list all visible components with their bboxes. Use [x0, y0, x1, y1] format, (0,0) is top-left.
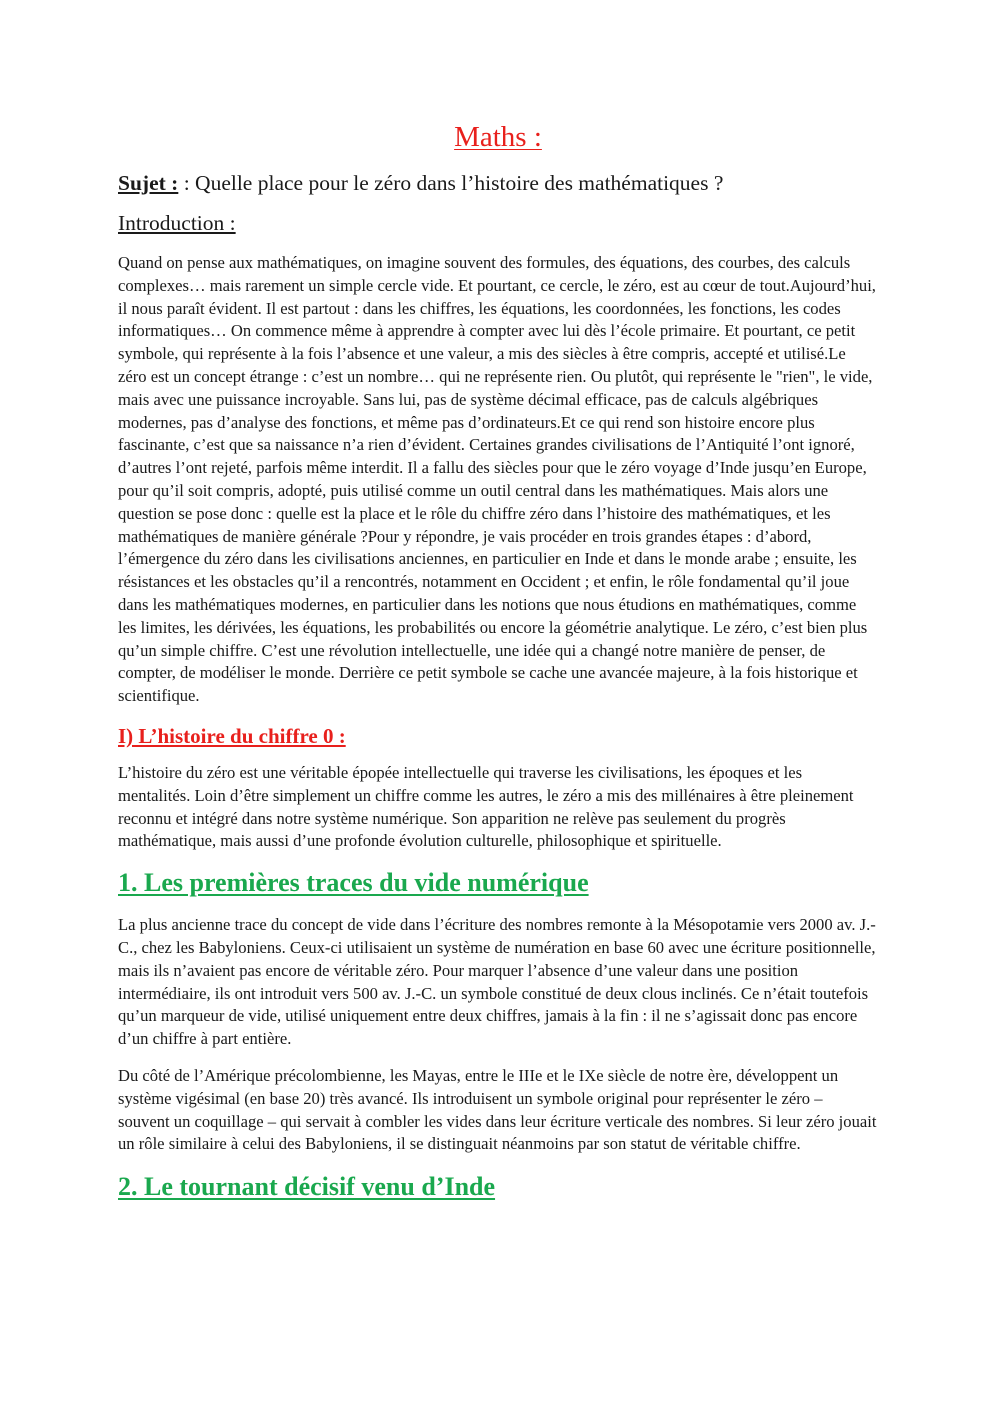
subject-label: Sujet :	[118, 171, 179, 195]
introduction-paragraph: Quand on pense aux mathématiques, on imagine souvent des formules, des équations, des courbes, des calculs complexes… mais rarement un simple cercle vide. Et pourtant, ce cercle, le zéro, est au cœur de tout.Aujourd’hui, il nous paraît évident. Il est partout : dans les chiffres, les équations, les coordonnées, les fonctions, les codes informatiques… On commence même à apprendre à compter avec lui dès l’école primaire. Et pourtant, ce petit symbole, qui représente à la fois l’absence et une valeur, a mis des siècles à être compris, accepté et utilisé.Le zéro est un concept étrange : c’est un nombre… qui ne représente rien. Ou plutôt, qui représente le "rien", le vide, mais avec une puissance incroyable. Sans lui, pas de système décimal efficace, pas de calculs algébriques modernes, pas d’analyse des fonctions, et même pas d’ordinateurs.Et ce qui rend son histoire encore plus fascinante, c’est que sa naissance n’a rien d’évident. Certaines grandes civilisations de l’Antiquité l’ont ignoré, d’autres l’ont rejeté, parfois même interdit. Il a fallu des siècles pour que le zéro voyage d’Inde jusqu’en Europe, pour qu’il soit compris, adopté, puis utilisé comme un outil central dans les mathématiques. Mais alors une question se pose donc : quelle est la place et le rôle du chiffre zéro dans l’histoire des mathématiques, et les mathématiques de manière générale ?Pour y répondre, je vais procéder en trois grandes étapes : d’abord, l’émergence du zéro dans les civilisations anciennes, en particulier en Inde et dans le monde arabe ; ensuite, les résistances et les obstacles qu’il a rencontrés, notamment en Occident ; et enfin, le rôle fondamental qu’il joue dans les mathématiques modernes, en particulier dans les notions que nous étudions en mathématiques, comme les limites, les dérivées, les équations, les probabilités ou encore la géométrie analytique. Le zéro, c’est bien plus qu’un simple chiffre. C’est une révolution intellectuelle, une idée qui a changé notre manière de penser, de compter, de modéliser le monde. Derrière ce petit symbole se cache une avancée majeure, à la fois historique et scientifique.	[118, 253, 876, 706]
document-title: Maths :	[454, 121, 542, 153]
document-page	[118, 118, 878, 1204]
subject-text: : Quelle place pour le zéro dans l’histoire des mathématiques ?	[178, 171, 724, 195]
subsection-2-heading: 2. Le tournant décisif venu d’Inde	[118, 1172, 496, 1202]
subsection-1-heading: 1. Les premières traces du vide numérique	[118, 868, 589, 898]
subject-line	[118, 168, 878, 198]
section-1-paragraph: L’histoire du zéro est une véritable épopée intellectuelle qui traverse les civilisations, les époques et les mentalités. Loin d’être simplement un chiffre comme les autres, le zéro a mis des millénaires à être pleinement reconnu et intégré dans notre système numérique. Son apparition ne relève pas seulement du progrès mathématique, mais aussi d’une profonde évolution culturelle, philosophique et spirituelle.	[118, 762, 854, 851]
subsection-1-paragraph-2: Du côté de l’Amérique précolombienne, les Mayas, entre le IIIe et le IXe siècle de notre ère, développent un système vigésimal (en base 20) très avancé. Ils introduisent un symbole original pour représenter le zéro – souvent un coquillage – qui servait à combler les vides dans leur écriture verticale des nombres. Si leur zéro jouait un rôle similaire à celui des Babyloniens, il se distinguait néanmoins par son statut de véritable chiffre.	[118, 1065, 877, 1154]
section-1-heading: I) L’histoire du chiffre 0 :	[118, 723, 346, 748]
introduction-heading: Introduction :	[118, 211, 236, 235]
subsection-1-paragraph-1: La plus ancienne trace du concept de vide dans l’écriture des nombres remonte à la Mésopotamie vers 2000 av. J.-C., chez les Babyloniens. Ceux-ci utilisaient un système de numération en base 60 avec une écriture positionnelle, mais ils n’avaient pas encore de véritable zéro. Pour marquer l’absence d’une valeur dans une position intermédiaire, ils ont introduit vers 500 av. J.-C. un symbole constitué de deux clous inclinés. Ce n’était toutefois qu’un marqueur de vide, utilisé uniquement entre deux chiffres, jamais à la fin : il ne s’agissait donc pas encore d’un chiffre à part entière.	[118, 915, 876, 1049]
